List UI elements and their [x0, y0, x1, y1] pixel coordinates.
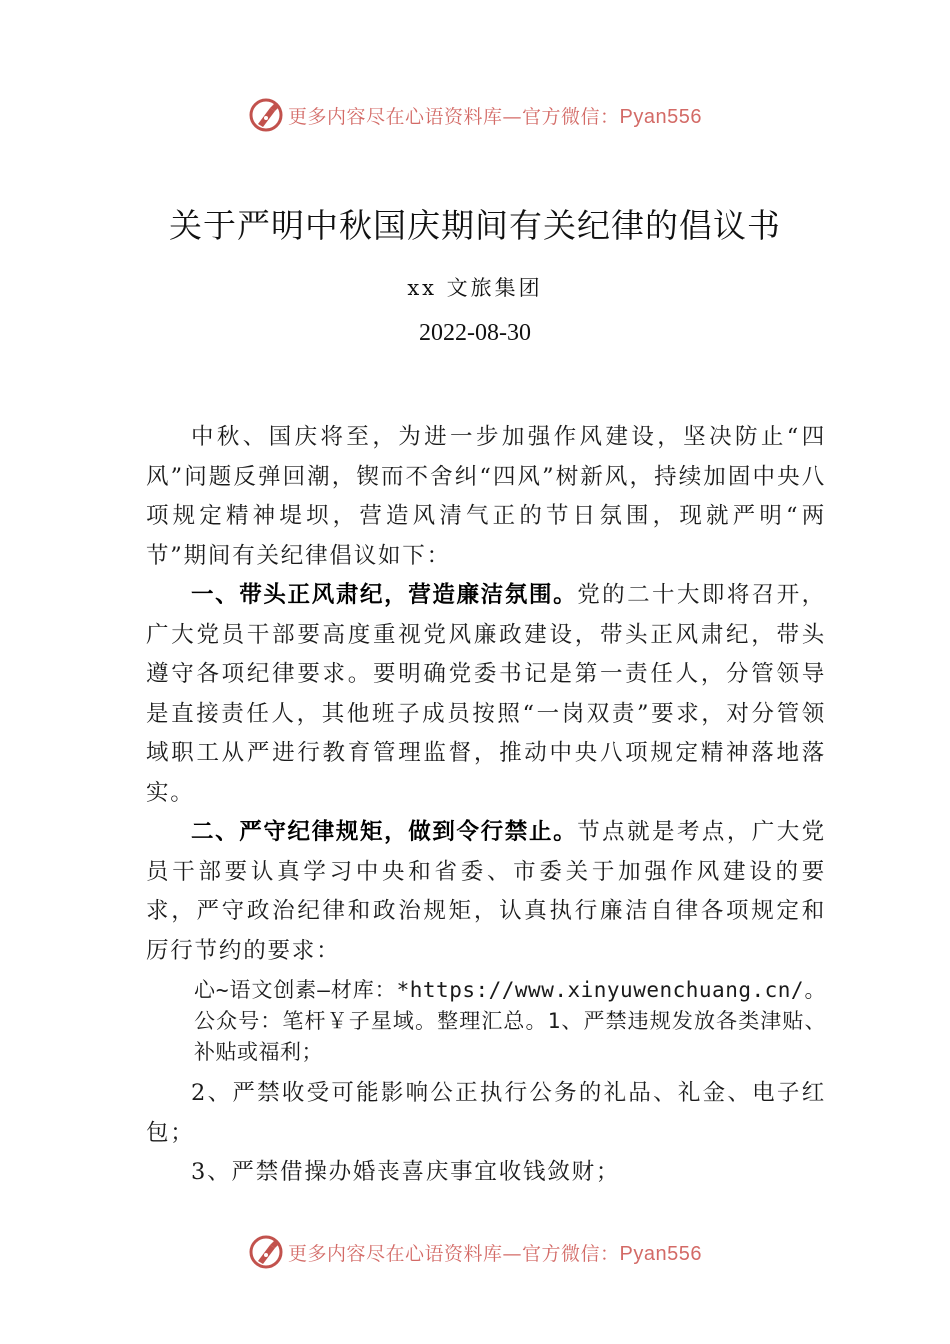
section-2-heading: 二、严守纪律规矩，做到令行禁止。 — [191, 819, 578, 845]
list-item-3: 3、严禁借操办婚丧喜庆事宜收钱敛财； — [191, 1159, 621, 1185]
section-1-heading: 一、带头正风肃纪，营造廉洁氛围。 — [191, 582, 578, 608]
intro-paragraph: 中秋、国庆将至，为进一步加强作风建设，坚决防止“四风”问题反弹回潮，锲而不舍纠“四风”树新风，持续加固中央八项规定精神堤坝，营造风清气正的节日氛围，现就严明“两节”期间有关纪律倡议如下： — [146, 424, 826, 569]
document-organization: xx 文旅集团 — [407, 276, 543, 300]
watermark-text — [288, 1239, 702, 1266]
document-date: 2022-08-30 — [419, 320, 531, 346]
document-body — [146, 418, 826, 1193]
section-2-paragraph — [146, 813, 826, 971]
watermark-text — [288, 102, 702, 129]
inserted-note-paragraph: 心~语文创素—材库：*https://www.xinyuwenchuang.cn/。公众号：笔杆￥子星域。整理汇总。1、严禁违规发放各类津贴、补贴或福利； — [194, 978, 826, 1064]
document-title: 关于严明中秋国庆期间有关纪律的倡议书 — [169, 206, 781, 245]
pen-nib-logo-icon — [248, 97, 284, 133]
watermark-banner-bottom — [0, 1230, 950, 1274]
watermark-handle: Pyan556 — [619, 1242, 702, 1265]
list-item-2: 2、严禁收受可能影响公正执行公务的礼品、礼金、电子红包； — [146, 1080, 826, 1146]
section-1-text: 党的二十大即将召开，广大党员干部要高度重视党风廉政建设，带头正风肃纪，带头遵守各项纪律要求。要明确党委书记是第一责任人，分管领导是直接责任人，其他班子成员按照“一岗双责”要求，对分管领域职工从严进行教育管理监督，推动中央八项规定精神落地落实。 — [146, 582, 826, 806]
pen-nib-logo-icon — [248, 1234, 284, 1270]
watermark-label: 更多内容尽在心语资料库—官方微信： — [288, 105, 620, 128]
section-1-paragraph — [146, 576, 826, 813]
watermark-banner-top — [0, 93, 950, 137]
watermark-label: 更多内容尽在心语资料库—官方微信： — [288, 1242, 620, 1265]
section-2-text: 节点就是考点，广大党员干部要认真学习中央和省委、市委关于加强作风建设的要求，严守政治纪律和政治规矩，认真执行廉洁自律各项规定和厉行节约的要求： — [146, 819, 826, 964]
watermark-handle: Pyan556 — [619, 105, 702, 128]
